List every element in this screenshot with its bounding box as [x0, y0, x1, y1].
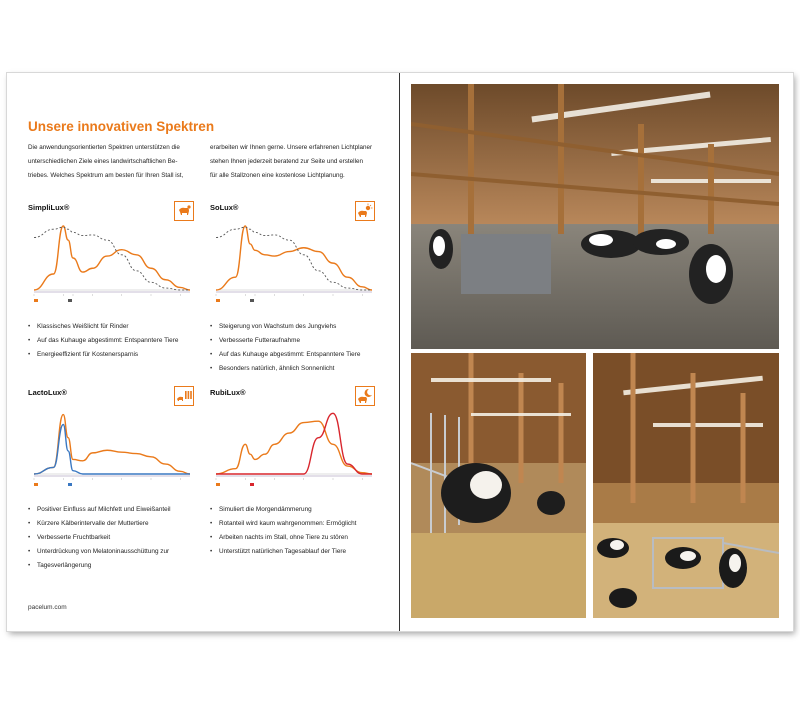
list-item: • Auf das Kuhauge abgestimmt: Entspanntere Tiere: [28, 334, 178, 348]
list-item: • Tagesverlängerung: [28, 559, 171, 573]
bullet-list-rubilux: [210, 503, 356, 559]
series-line-solid-orange: [34, 415, 190, 474]
page-fold: [399, 73, 400, 631]
spectrum-chart-lactolux: [28, 402, 194, 488]
legend-swatch: [34, 299, 38, 302]
legend-swatch: [250, 483, 254, 486]
legend-swatch: [68, 483, 72, 486]
intro-line: triebes. Welches Spektrum am besten für Ihren Stall ist,: [28, 172, 184, 179]
barn-photo-feeding: [411, 353, 586, 618]
intro-line: unterschiedlichen Ziele eines landwirtschaftlichen Be-: [28, 158, 178, 165]
list-item: • Steigerung von Wachstum des Jungviehs: [210, 320, 360, 334]
bullet-list-lactolux: [28, 503, 171, 573]
legend-swatch: [68, 299, 72, 302]
list-item: • Arbeiten nachts im Stall, ohne Tiere zu stören: [210, 531, 356, 545]
series-line-solid-blue: [34, 425, 190, 475]
barn-photo-calves: [593, 353, 779, 618]
page-title: Unsere innovativen Spektren: [28, 119, 215, 134]
spectrum-chart-rubilux: [210, 402, 376, 488]
footer-url: pacelum.com: [28, 604, 67, 611]
spectrum-band: [34, 475, 190, 477]
intro-line: für alle Stallzonen eine kostenlose Lichtplanung.: [210, 172, 345, 179]
cow-icon: [174, 201, 194, 221]
list-item: • Energieeffizient für Kostenersparnis: [28, 348, 178, 362]
list-item: • Kürzere Kälberintervalle der Muttertiere: [28, 517, 171, 531]
list-item: • Klassisches Weißlicht für Rinder: [28, 320, 178, 334]
spectrum-chart-simplilux: [28, 220, 194, 304]
intro-line: stehen Ihnen jederzeit beratend zur Seite und erstellen: [210, 158, 363, 165]
list-item: • Unterdrückung von Melatoninausschüttung zur: [28, 545, 171, 559]
list-item: • Rotanteil wird kaum wahrgenommen: Ermöglicht: [210, 517, 356, 531]
list-item: • Unterstützt natürlichen Tagesablauf der Tiere: [210, 545, 356, 559]
intro-line: Die anwendungsorientierten Spektren unterstützen die: [28, 144, 180, 151]
list-item: • Besonders natürlich, ähnlich Sonnenlicht: [210, 362, 360, 376]
list-item: • Verbesserte Futteraufnahme: [210, 334, 360, 348]
intro-column-1: [28, 141, 183, 183]
series-line-solid-red: [216, 413, 372, 474]
bullet-list-simplilux: [28, 320, 178, 362]
list-item: • Verbesserte Fruchtbarkeit: [28, 531, 171, 545]
list-item: • Positiver Einfluss auf Milchfett und Eiweißanteil: [28, 503, 171, 517]
legend-swatch: [216, 299, 220, 302]
list-item: • Simuliert die Morgendämmerung: [210, 503, 356, 517]
product-title-lactolux: LactoLux®: [28, 388, 67, 397]
legend-swatch: [216, 483, 220, 486]
spectrum-band: [216, 291, 372, 293]
bullet-list-solux: [210, 320, 360, 376]
spectrum-band: [34, 291, 190, 293]
spectrum-chart-solux: [210, 220, 376, 304]
series-line-solid-orange: [216, 226, 372, 290]
legend-swatch: [250, 299, 254, 302]
sun-icon: [355, 201, 375, 221]
intro-line: erarbeiten wir Ihnen gerne. Unsere erfahrenen Lichtplaner: [210, 144, 373, 151]
legend-swatch: [34, 483, 38, 486]
product-title-solux: SoLux®: [210, 203, 239, 212]
barn-photo-main: [411, 84, 779, 349]
intro-column-2: [210, 141, 372, 183]
product-title-simplilux: SimpliLux®: [28, 203, 70, 212]
product-title-rubilux: RubiLux®: [210, 388, 246, 397]
list-item: • Auf das Kuhauge abgestimmt: Entspanntere Tiere: [210, 348, 360, 362]
series-line-solid-orange: [216, 421, 372, 474]
spectrum-band: [216, 475, 372, 477]
series-line-solid-orange: [34, 226, 190, 290]
